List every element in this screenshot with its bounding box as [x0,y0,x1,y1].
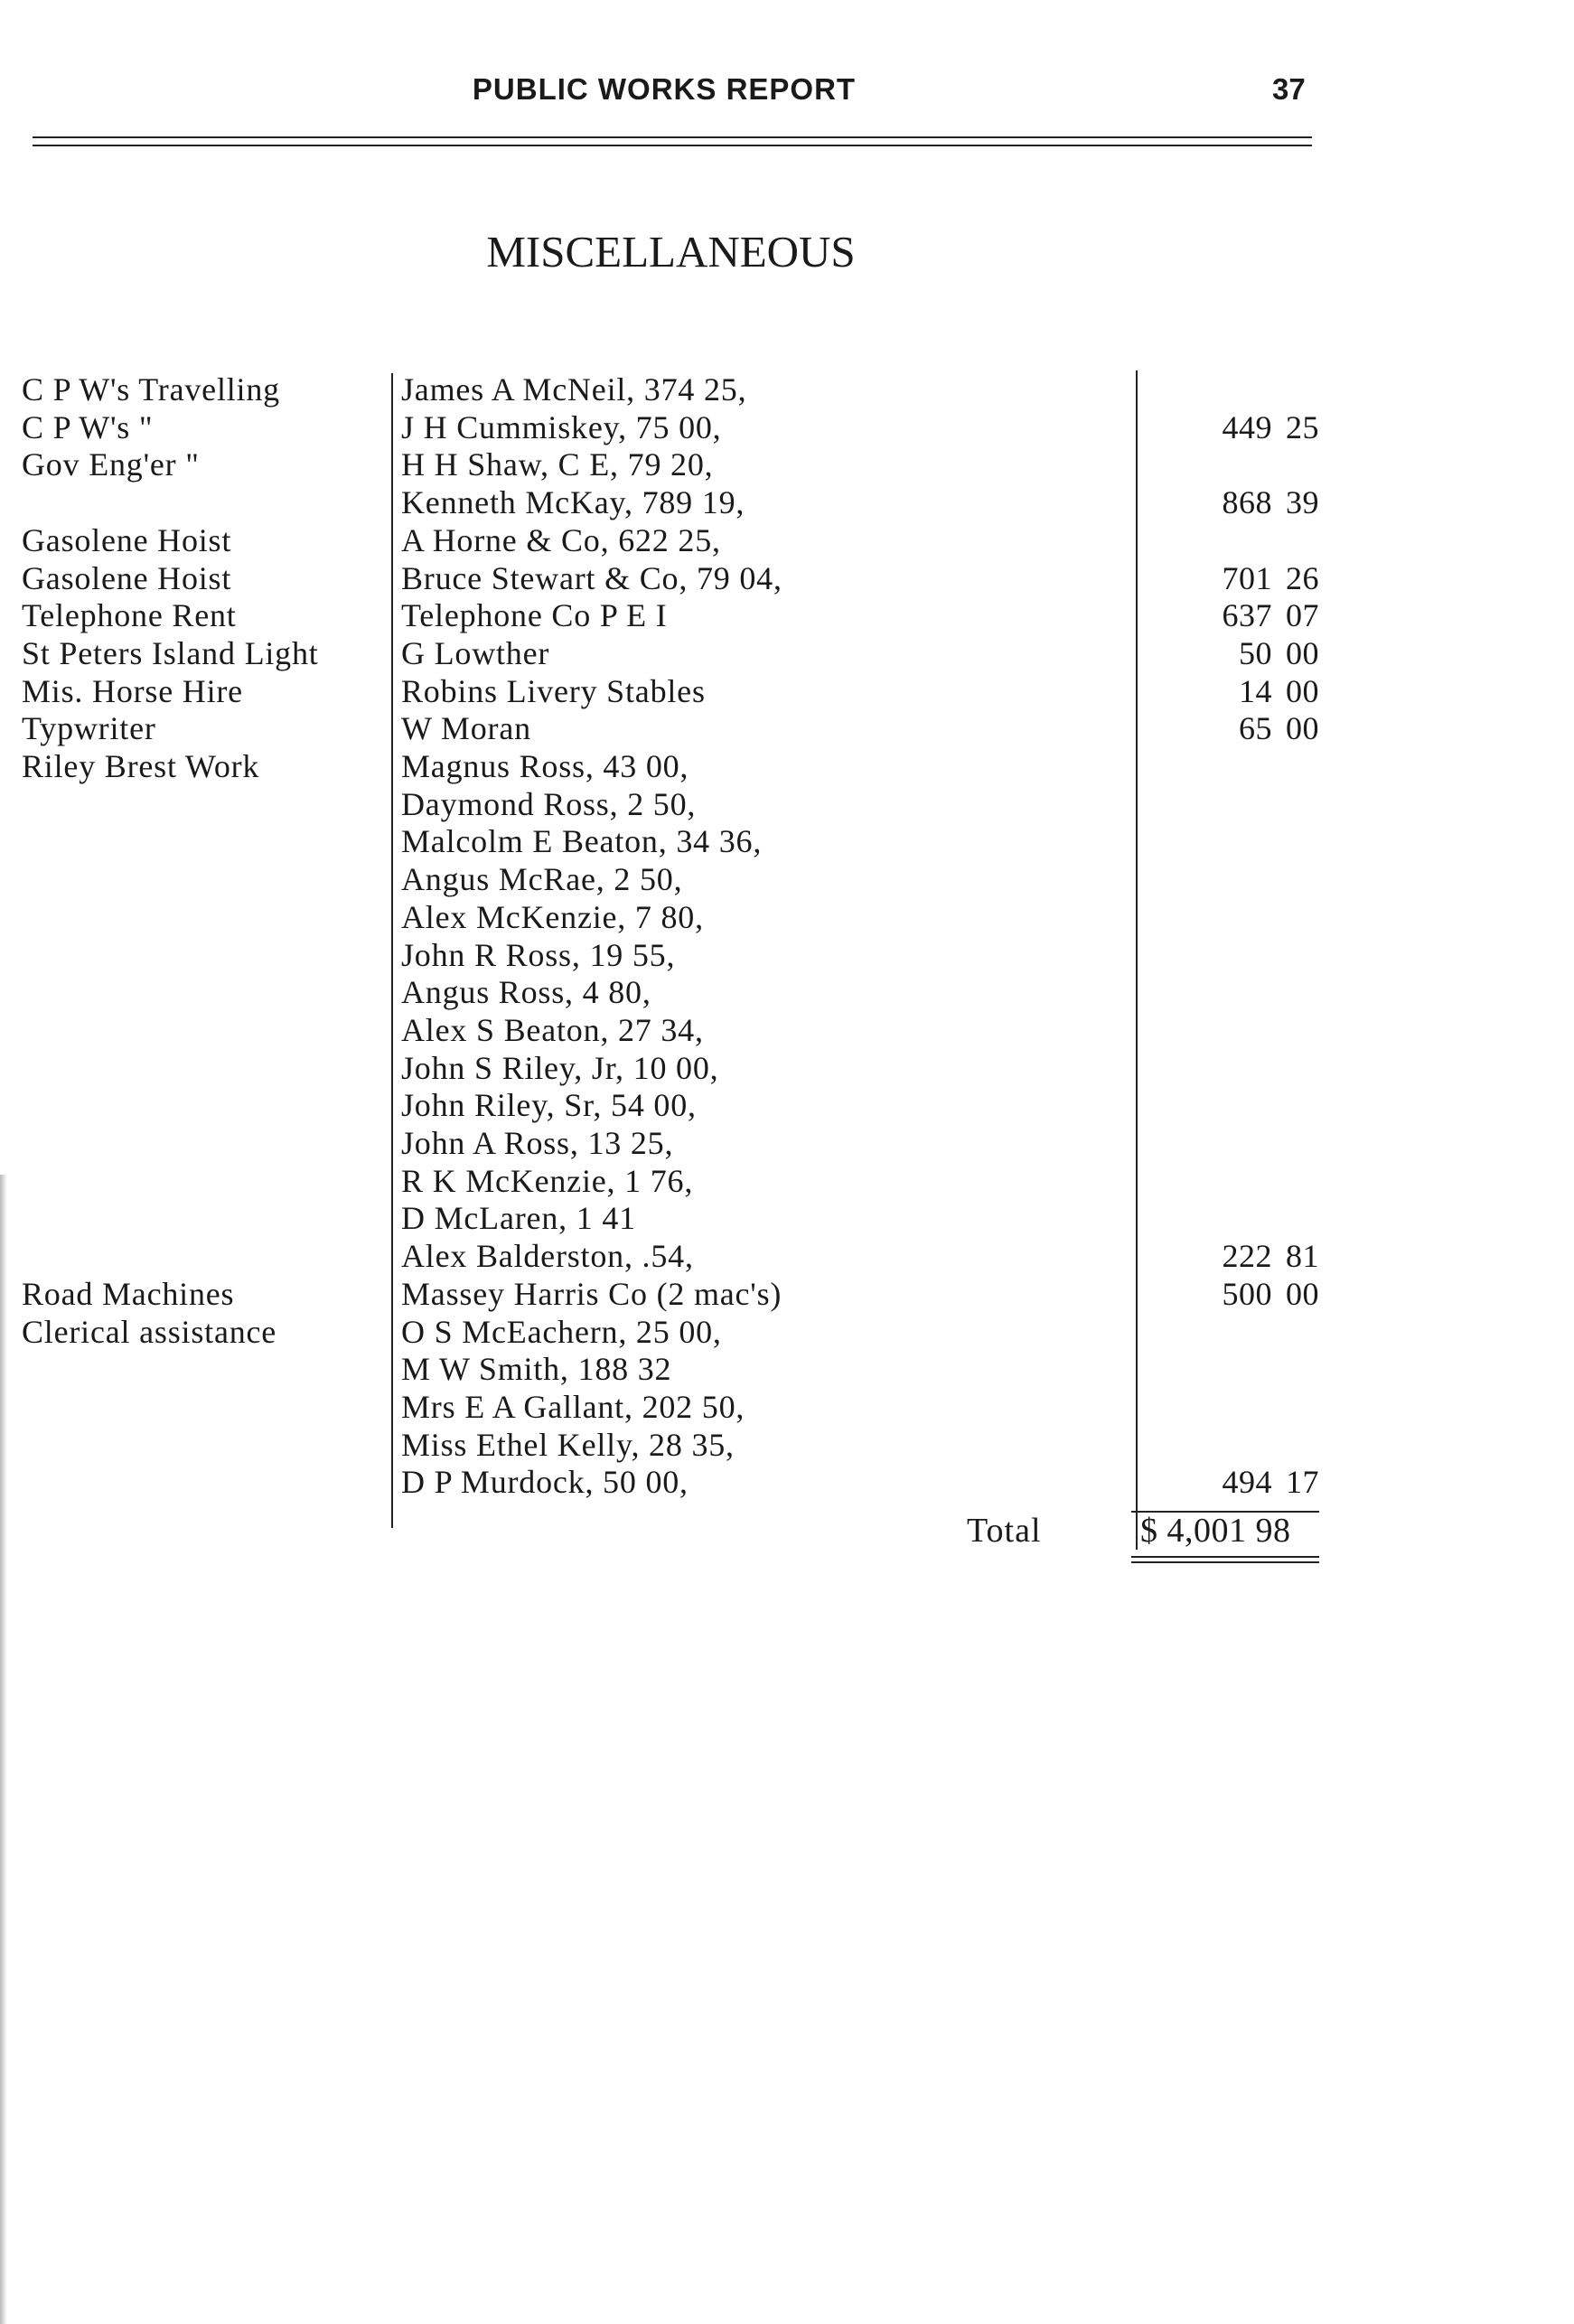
ledger-row [0,822,1574,860]
row-amount-dollars: 65 [1239,710,1272,747]
ledger-row [0,483,1574,521]
row-category: Road Machines [22,1275,235,1312]
row-amount [1202,483,1319,521]
row-payee: Kenneth McKay, 789 19, [401,484,745,521]
header-rule-bottom [33,145,1312,146]
ledger-row [0,596,1574,634]
row-payee: Alex McKenzie, 7 80, [401,898,704,935]
ledger-row [0,672,1574,710]
row-payee: John Riley, Sr, 54 00, [401,1087,697,1124]
ledger-row [0,445,1574,483]
row-category: C P W's Travelling [22,371,280,408]
row-amount-cents: 26 [1286,559,1319,596]
ledger-row [0,1199,1574,1237]
row-payee: Miss Ethel Kelly, 28 35, [401,1426,735,1463]
ledger-row [0,1049,1574,1087]
total-double-rule-1 [1131,1556,1319,1558]
row-payee: A Horne & Co, 622 25, [401,521,721,558]
row-payee: H H Shaw, C E, 79 20, [401,446,714,483]
row-category: Gasolene Hoist [22,521,232,558]
row-amount [1202,1124,1319,1162]
row-payee: D P Murdock, 50 00, [401,1464,689,1501]
ledger-row [0,521,1574,559]
row-amount [1202,973,1319,1011]
row-amount [1202,1275,1319,1313]
row-payee: Malcolm E Beaton, 34 36, [401,823,763,860]
row-payee: Angus McRae, 2 50, [401,861,683,898]
row-amount [1202,1011,1319,1049]
row-amount [1202,1199,1319,1237]
row-amount [1202,785,1319,823]
row-category: Riley Brest Work [22,748,260,784]
row-amount-cents: 25 [1286,408,1319,445]
row-amount-dollars: 701 [1222,559,1272,596]
row-amount-cents: 07 [1286,597,1319,634]
page-number: 37 [1272,72,1306,106]
row-amount [1202,936,1319,974]
row-payee: Massey Harris Co (2 mac's) [401,1275,782,1312]
row-amount [1202,1426,1319,1464]
row-category: Clerical assistance [22,1313,277,1350]
row-payee: Angus Ross, 4 80, [401,974,651,1011]
row-amount-cents: 81 [1286,1238,1319,1275]
ledger-row [0,973,1574,1011]
row-amount [1202,1350,1319,1388]
row-amount-cents: 39 [1286,484,1319,521]
row-payee: Telephone Co P E I [401,597,668,634]
row-payee: Alex S Beaton, 27 34, [401,1011,704,1048]
row-amount [1202,445,1319,483]
row-amount-dollars: 449 [1222,408,1272,445]
row-payee: Magnus Ross, 43 00, [401,748,689,784]
ledger-row [0,747,1574,785]
row-amount [1202,898,1319,936]
ledger-row [0,408,1574,446]
row-amount [1202,860,1319,898]
row-amount-dollars: 14 [1239,672,1272,709]
total-amount: $ 4,001 98 [1140,1512,1291,1550]
total-row [0,1509,1574,1552]
row-payee: G Lowther [401,634,550,671]
row-amount [1202,709,1319,747]
ledger-row [0,860,1574,898]
row-payee: John S Riley, Jr, 10 00, [401,1049,719,1086]
row-amount-dollars: 637 [1222,597,1272,634]
ledger-row [0,898,1574,936]
ledger-row [0,709,1574,747]
row-amount-dollars: 50 [1239,634,1272,671]
header-rule-top [33,136,1312,138]
total-double-rule-2 [1131,1561,1319,1563]
row-amount [1202,1313,1319,1351]
ledger-row [0,1463,1574,1501]
ledger-row [0,1426,1574,1464]
row-payee: R K McKenzie, 1 76, [401,1162,694,1199]
row-category: Telephone Rent [22,597,237,634]
row-category: Gasolene Hoist [22,559,232,596]
row-payee: James A McNeil, 374 25, [401,371,747,408]
ledger-row [0,1237,1574,1275]
total-label: Total [967,1512,1042,1550]
row-category: St Peters Island Light [22,634,319,671]
ledger-row [0,936,1574,974]
row-amount-dollars: 868 [1222,484,1272,521]
ledger-row [0,634,1574,672]
row-amount [1202,370,1319,408]
row-amount [1202,1162,1319,1200]
row-amount [1202,596,1319,634]
row-payee: O S McEachern, 25 00, [401,1313,722,1350]
row-payee: W Moran [401,710,531,747]
row-amount-dollars: 222 [1222,1238,1272,1275]
row-amount-dollars: 494 [1222,1464,1272,1501]
row-amount [1202,672,1319,710]
row-amount [1202,521,1319,559]
row-category: C P W's " [22,408,154,445]
ledger-row [0,1350,1574,1388]
row-amount-dollars: 500 [1222,1275,1272,1312]
ledger-row [0,1162,1574,1200]
row-amount [1202,1049,1319,1087]
row-payee: J H Cummiskey, 75 00, [401,408,722,445]
row-amount-cents: 17 [1286,1464,1319,1501]
row-amount [1202,1388,1319,1426]
ledger-row [0,370,1574,408]
row-category: Mis. Horse Hire [22,672,243,709]
ledger-row [0,1313,1574,1351]
row-payee: Robins Livery Stables [401,672,706,709]
row-amount [1202,1086,1319,1124]
row-category: Gov Eng'er " [22,446,200,483]
row-payee: Daymond Ross, 2 50, [401,785,697,822]
row-payee: Mrs E A Gallant, 202 50, [401,1388,745,1425]
row-amount-cents: 00 [1286,672,1319,709]
row-amount [1202,1237,1319,1275]
ledger-row [0,1275,1574,1313]
row-payee: Alex Balderston, .54, [401,1238,694,1275]
row-payee: John R Ross, 19 55, [401,936,676,973]
row-amount [1202,634,1319,672]
row-payee: M W Smith, 188 32 [401,1351,672,1388]
row-amount [1202,822,1319,860]
row-amount [1202,1463,1319,1501]
row-category: Typwriter [22,710,156,747]
running-header-title: PUBLIC WORKS REPORT [472,72,857,106]
row-amount [1202,747,1319,785]
section-title: MISCELLANEOUS [486,227,856,276]
ledger-row [0,559,1574,597]
row-amount-cents: 00 [1286,710,1319,747]
row-amount-cents: 00 [1286,1275,1319,1312]
ledger-row [0,785,1574,823]
row-payee: John A Ross, 13 25, [401,1125,674,1161]
row-amount-cents: 00 [1286,634,1319,671]
row-payee: D McLaren, 1 41 [401,1200,636,1237]
row-amount [1202,559,1319,597]
row-payee: Bruce Stewart & Co, 79 04, [401,559,782,596]
ledger-row [0,1388,1574,1426]
row-amount [1202,408,1319,446]
ledger-row [0,1086,1574,1124]
ledger-row [0,1124,1574,1162]
ledger-row [0,1011,1574,1049]
